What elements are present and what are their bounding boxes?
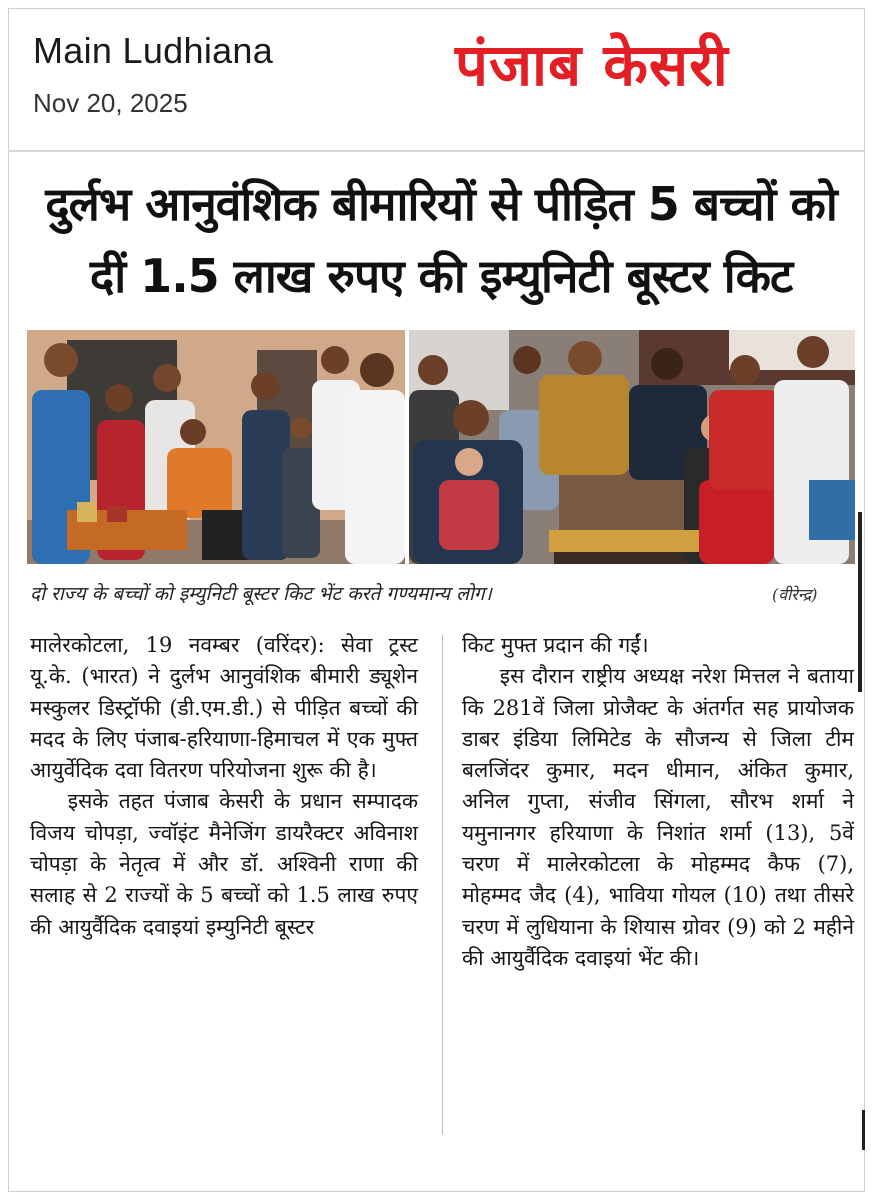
article-column-1	[30, 630, 418, 943]
news-photo-right	[409, 330, 855, 564]
article-column-2	[462, 630, 854, 974]
headline-line-1: दुर्लभ आनुवंशिक बीमारियों से पीड़ित 5 बच्चों को	[45, 177, 837, 231]
photo-caption: दो राज्य के बच्चों को इम्युनिटी बूस्टर किट भेंट करते गण्यमान्य लोग।	[30, 583, 492, 605]
headline	[26, 168, 856, 312]
edge-mark	[862, 1110, 865, 1150]
photo-credit: (वीरेन्द्र)	[772, 585, 818, 604]
article-paragraph: इसके तहत पंजाब केसरी के प्रधान सम्पादक विजय चोपड़ा, ज्वॉइंट मैनेजिंग डायरैक्टर अविनाश चोपड़ा के नेतृत्व में और डॉ. अश्विनी राणा की सलाह से 2 राज्यों के 5 बच्चों को 1.5 लाख रुपए की आयुर्वैदिक दवाइयां इम्युनिटी बूस्टर	[30, 789, 418, 939]
article-paragraph: मालेरकोटला, 19 नवम्बर (वरिंदर): सेवा ट्रस्ट यू.के. (भारत) ने दुर्लभ आनुवंशिक बीमारी ड्यूशेन मस्कुलर डिस्ट्रॉफी (डी.एम.डी.) से पीड़ित बच्चों की मदद के लिए पंजाब-हरियाणा-हिमाचल में एक मुफ्त आयुर्वेदिक दवा वितरण परियोजना शुरू की है।	[30, 633, 418, 783]
edition-name: Main Ludhiana	[33, 30, 274, 71]
publication-date: Nov 20, 2025	[33, 88, 188, 118]
article-paragraph: किट मुफ्त प्रदान की गईं।	[462, 633, 649, 657]
article-paragraph: इस दौरान राष्ट्रीय अध्यक्ष नरेश मित्तल ने बताया कि 281वें जिला प्रोजैक्ट के अंतर्गत सह प्रायोजक डाबर इंडिया लिमिटेड के सौजन्य से जिला टीम बलजिंदर कुमार, मदन धीमान, अंकित कुमार, अनिल गुप्ता, संजीव सिंगला, सौरभ शर्मा ने यमुनानगर हरियाणा के निशांत शर्मा (13), 5वें चरण में मालेरकोटला के मोहम्मद कैफ (7), मोहम्मद जैद (4), भाविया गोयल (10) तथा तीसरे चरण में लुधियाना के शियास ग्रोवर (9) को 2 महीने की आयुर्वैदिक दवाइयां भेंट की।	[462, 664, 854, 970]
news-photos	[27, 330, 855, 564]
column-divider	[442, 635, 443, 1135]
header-divider	[8, 150, 865, 152]
headline-line-2: दीं 1.5 लाख रुपए की इम्युनिटी बूस्टर किट	[89, 249, 793, 303]
edge-mark	[858, 512, 862, 692]
news-photo-left	[27, 330, 405, 564]
newspaper-masthead: पंजाब केसरी	[455, 31, 729, 99]
